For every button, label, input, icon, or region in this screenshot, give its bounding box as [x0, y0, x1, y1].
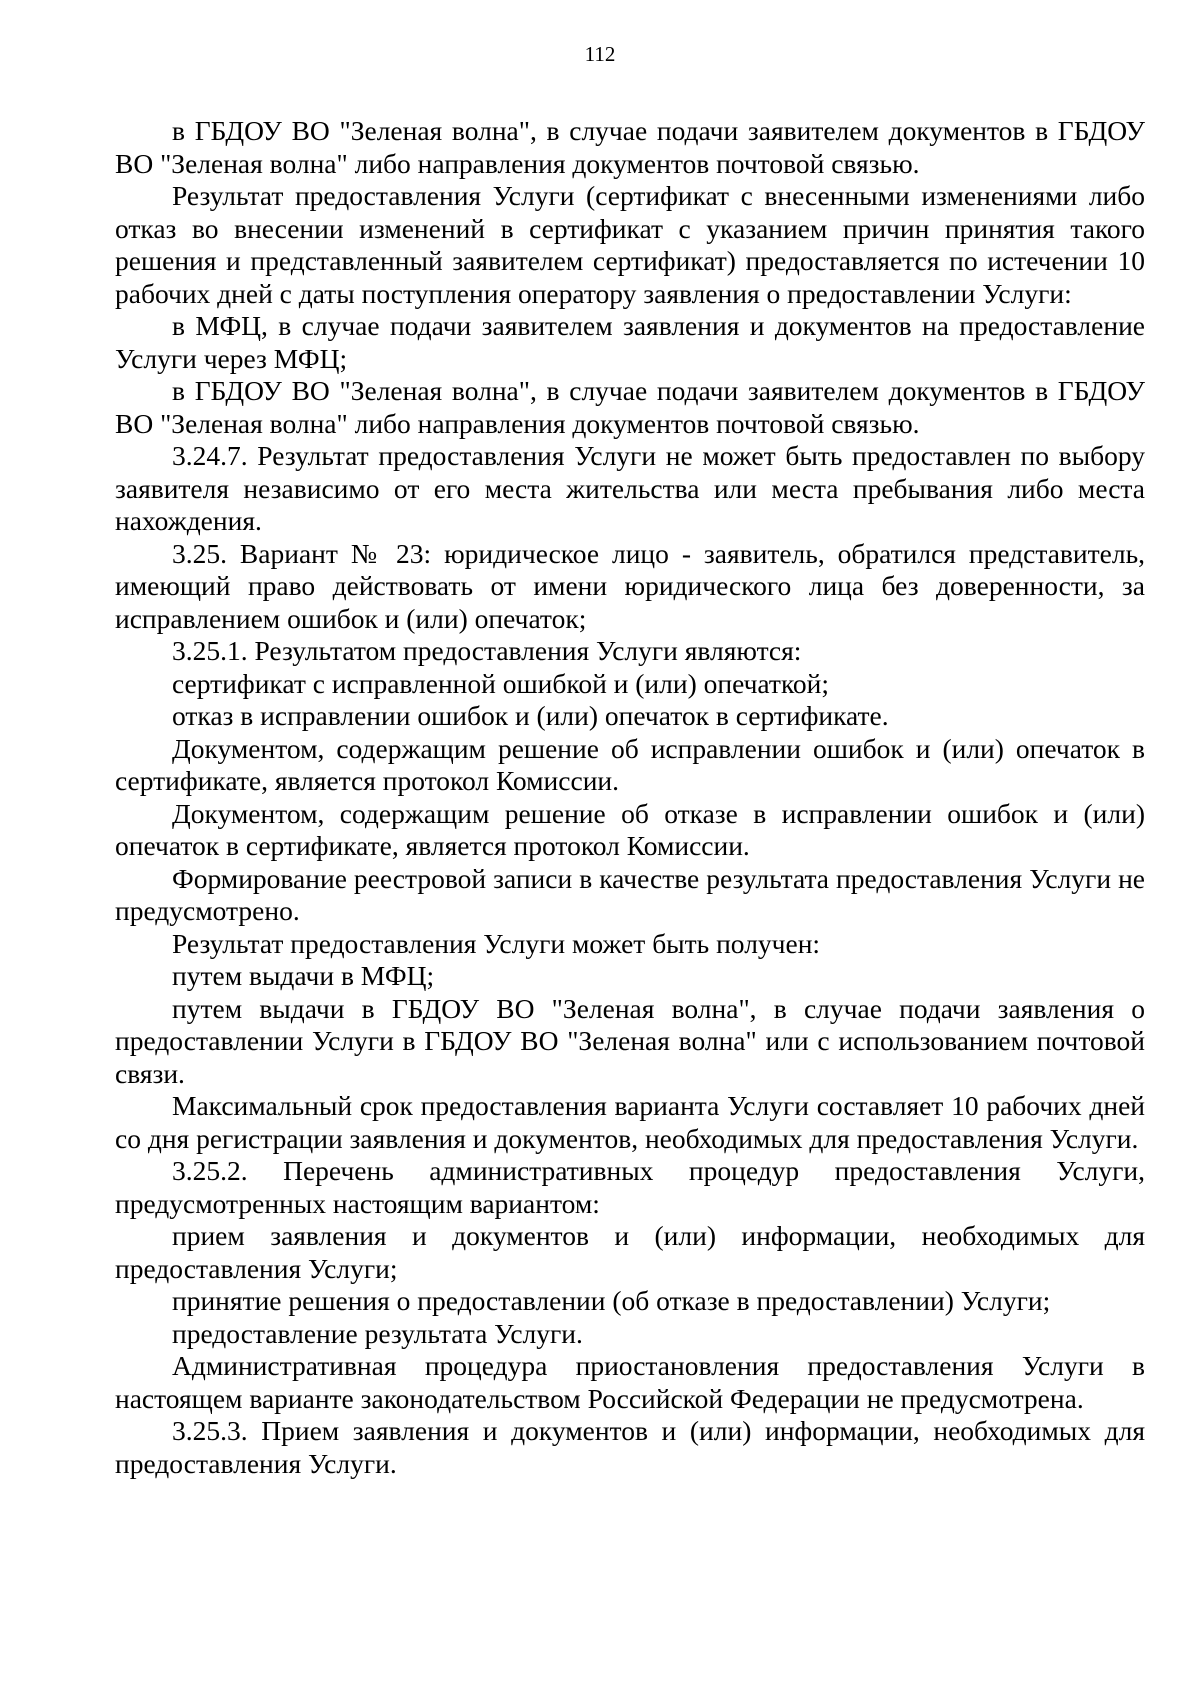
paragraph: Административная процедура приостановления предоставления Услуги в настоящем варианте законодательством Российской Федерации не предусмотрена.: [115, 1350, 1145, 1414]
paragraph: путем выдачи в ГБДОУ ВО "Зеленая волна", в случае подачи заявления о предоставлении Услуги в ГБДОУ ВО "Зеленая волна" или с использованием почтовой связи.: [115, 992, 1145, 1089]
paragraph: прием заявления и документов и (или) информации, необходимых для предоставления Услуги;: [115, 1220, 1145, 1284]
paragraph: путем выдачи в МФЦ;: [172, 960, 435, 991]
paragraph: Максимальный срок предоставления варианта Услуги составляет 10 рабочих дней со дня регистрации заявления и документов, необходимых для предоставления Услуги.: [115, 1090, 1145, 1154]
document-body: [115, 115, 1145, 1480]
paragraph: сертификат с исправленной ошибкой и (или) опечаткой;: [172, 667, 830, 699]
paragraph: 3.25. Вариант № 23: юридическое лицо - заявитель, обратился представитель, имеющий право действовать от имени юридического лица без доверенности, за исправлением ошибок и (или) опечаток;: [115, 537, 1145, 634]
paragraph: предоставление результата Услуги.: [172, 1317, 583, 1349]
paragraph: отказ в исправлении ошибок и (или) опечаток в сертификате.: [172, 700, 889, 731]
paragraph: Результат предоставления Услуги (сертификат с внесенными изменениями либо отказ во внесении изменений в сертификат с указанием причин принятия такого решения и представленный заявителем сертификат) предоставляется по истечении 10 рабочих дней с даты поступления оператору заявления о предоставлении Услуги:: [115, 180, 1145, 309]
paragraph: 3.25.2. Перечень административных процедур предоставления Услуги, предусмотренных настоящим вариантом:: [115, 1155, 1145, 1219]
paragraph: 3.25.3. Прием заявления и документов и (или) информации, необходимых для предоставления Услуги.: [115, 1415, 1145, 1479]
paragraph: принятие решения о предоставлении (об отказе в предоставлении) Услуги;: [172, 1285, 1051, 1316]
page-number: 112: [584, 42, 616, 66]
paragraph: Результат предоставления Услуги может быть получен:: [172, 927, 821, 959]
paragraph: Формирование реестровой записи в качестве результата предоставления Услуги не предусмотрено.: [115, 862, 1145, 926]
paragraph: Документом, содержащим решение об исправлении ошибок и (или) опечаток в сертификате, является протокол Комиссии.: [115, 732, 1145, 796]
paragraph: 3.25.1. Результатом предоставления Услуги являются:: [172, 635, 802, 666]
paragraph: Документом, содержащим решение об отказе в исправлении ошибок и (или) опечаток в сертификате, является протокол Комиссии.: [115, 797, 1145, 861]
paragraph: 3.24.7. Результат предоставления Услуги не может быть предоставлен по выбору заявителя независимо от его места жительства или места пребывания либо места нахождения.: [115, 440, 1145, 536]
paragraph: в МФЦ, в случае подачи заявителем заявления и документов на предоставление Услуги через МФЦ;: [115, 310, 1145, 374]
paragraph: в ГБДОУ ВО "Зеленая волна", в случае подачи заявителем документов в ГБДОУ ВО "Зеленая волна" либо направления документов почтовой связью.: [115, 115, 1145, 179]
paragraph: в ГБДОУ ВО "Зеленая волна", в случае подачи заявителем документов в ГБДОУ ВО "Зеленая волна" либо направления документов почтовой связью.: [115, 375, 1145, 439]
